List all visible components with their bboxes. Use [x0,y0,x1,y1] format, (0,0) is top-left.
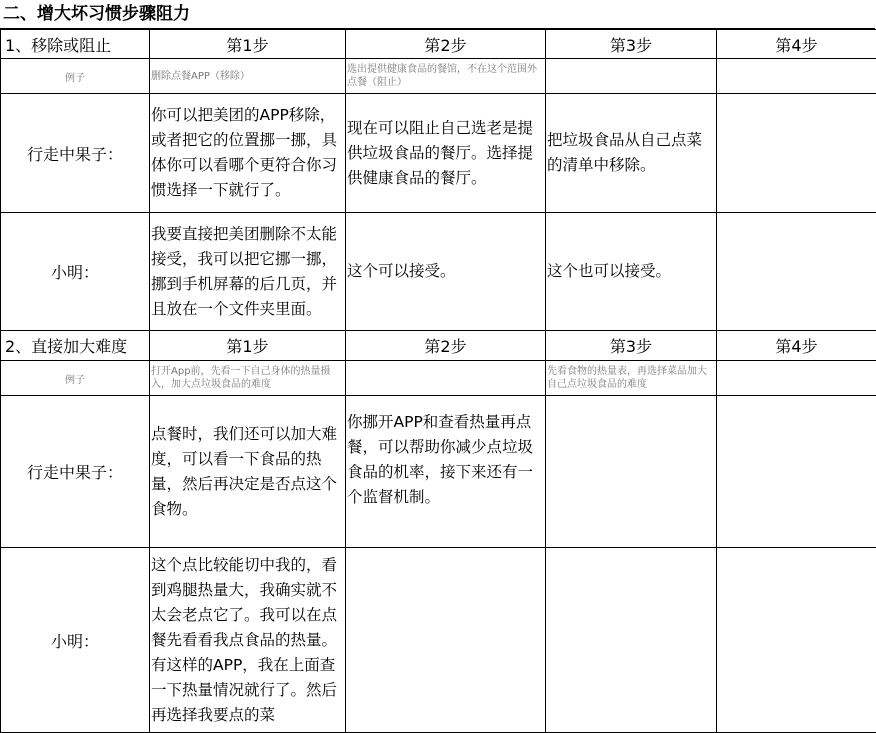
section2-row1-cell-2: 你挪开APP和查看热量再点餐，可以帮助你减少点垃圾食品的机率，接下来还有一个监督机制。 [346,396,546,548]
section1-label: 1、移除或阻止 [1,30,150,59]
section1-example-2: 选出提供健康食品的餐馆，不在这个范围外点餐（阻止） [346,59,546,94]
section1-example-row [1,59,876,94]
section2-row1-cell-1: 点餐时，我们还可以加大难度，可以看一下食品的热量，然后再决定是否点这个食物。 [150,396,346,548]
section1-step-1: 第1步 [150,30,346,59]
section2-step-4: 第4步 [717,331,876,361]
section2-row-guozi [1,396,876,548]
section1-step-2: 第2步 [346,30,546,59]
section1-row1-cell-2: 现在可以阻止自己选老是提供垃圾食品的餐厅。选择提供健康食品的餐厅。 [346,94,546,213]
section1-example-label: 例子 [1,59,150,94]
section2-example-1: 打开App前，先看一下自己身体的热量摄入，加大点垃圾食品的难度 [150,361,346,396]
section1-row1-label: 行走中果子： [1,94,150,213]
section2-row1-label: 行走中果子： [1,396,150,548]
section2-example-label: 例子 [1,361,150,396]
section2-example-row [1,361,876,396]
section1-step-3: 第3步 [546,30,717,59]
section1-row1-cell-4 [717,94,876,213]
section2-step-3: 第3步 [546,331,717,361]
section1-row1-cell-1: 你可以把美团的APP移除，或者把它的位置挪一挪，具体你可以看哪个更符合你习惯选择一下就行了。 [150,94,346,213]
section1-step-4: 第4步 [717,30,876,59]
habit-table [0,29,876,733]
section1-row2-cell-2: 这个可以接受。 [346,213,546,331]
section2-example-2 [346,361,546,396]
section1-row-guozi [1,94,876,213]
section2-row2-cell-1: 这个点比较能切中我的，看到鸡腿热量大，我确实就不太会老点它了。我可以在点餐先看看我点食品的热量。有这样的APP，我在上面查一下热量情况就行了。然后再选择我要点的菜 [150,548,346,733]
section1-row2-cell-4 [717,213,876,331]
section2-row2-label: 小明： [1,548,150,733]
section2-row1-cell-4 [717,396,876,548]
section1-row1-cell-3: 把垃圾食品从自己点菜的清单中移除。 [546,94,717,213]
section2-row2-cell-3 [546,548,717,733]
section2-row2-cell-2 [346,548,546,733]
section2-row2-cell-4 [717,548,876,733]
section1-row2-cell-1: 我要直接把美团删除不太能接受，我可以把它挪一挪，挪到手机屏幕的后几页，并且放在一个文件夹里面。 [150,213,346,331]
section1-row-xiaoming [1,213,876,331]
section1-row2-cell-3: 这个也可以接受。 [546,213,717,331]
section2-label: 2、直接加大难度 [1,331,150,361]
section1-example-4 [717,59,876,94]
section2-row1-cell-3 [546,396,717,548]
section1-row2-label: 小明： [1,213,150,331]
section2-step-1: 第1步 [150,331,346,361]
section1-header-row [1,30,876,59]
section1-example-3 [546,59,717,94]
section2-example-4 [717,361,876,396]
section1-example-1: 删除点餐APP（移除） [150,59,346,94]
section2-row-xiaoming [1,548,876,733]
sheet-title: 二、增大坏习惯步骤阻力 [0,0,875,29]
section2-step-2: 第2步 [346,331,546,361]
section2-header-row [1,331,876,361]
section2-example-3: 先看食物的热量表，再选择菜品加大自己点垃圾食品的难度 [546,361,717,396]
